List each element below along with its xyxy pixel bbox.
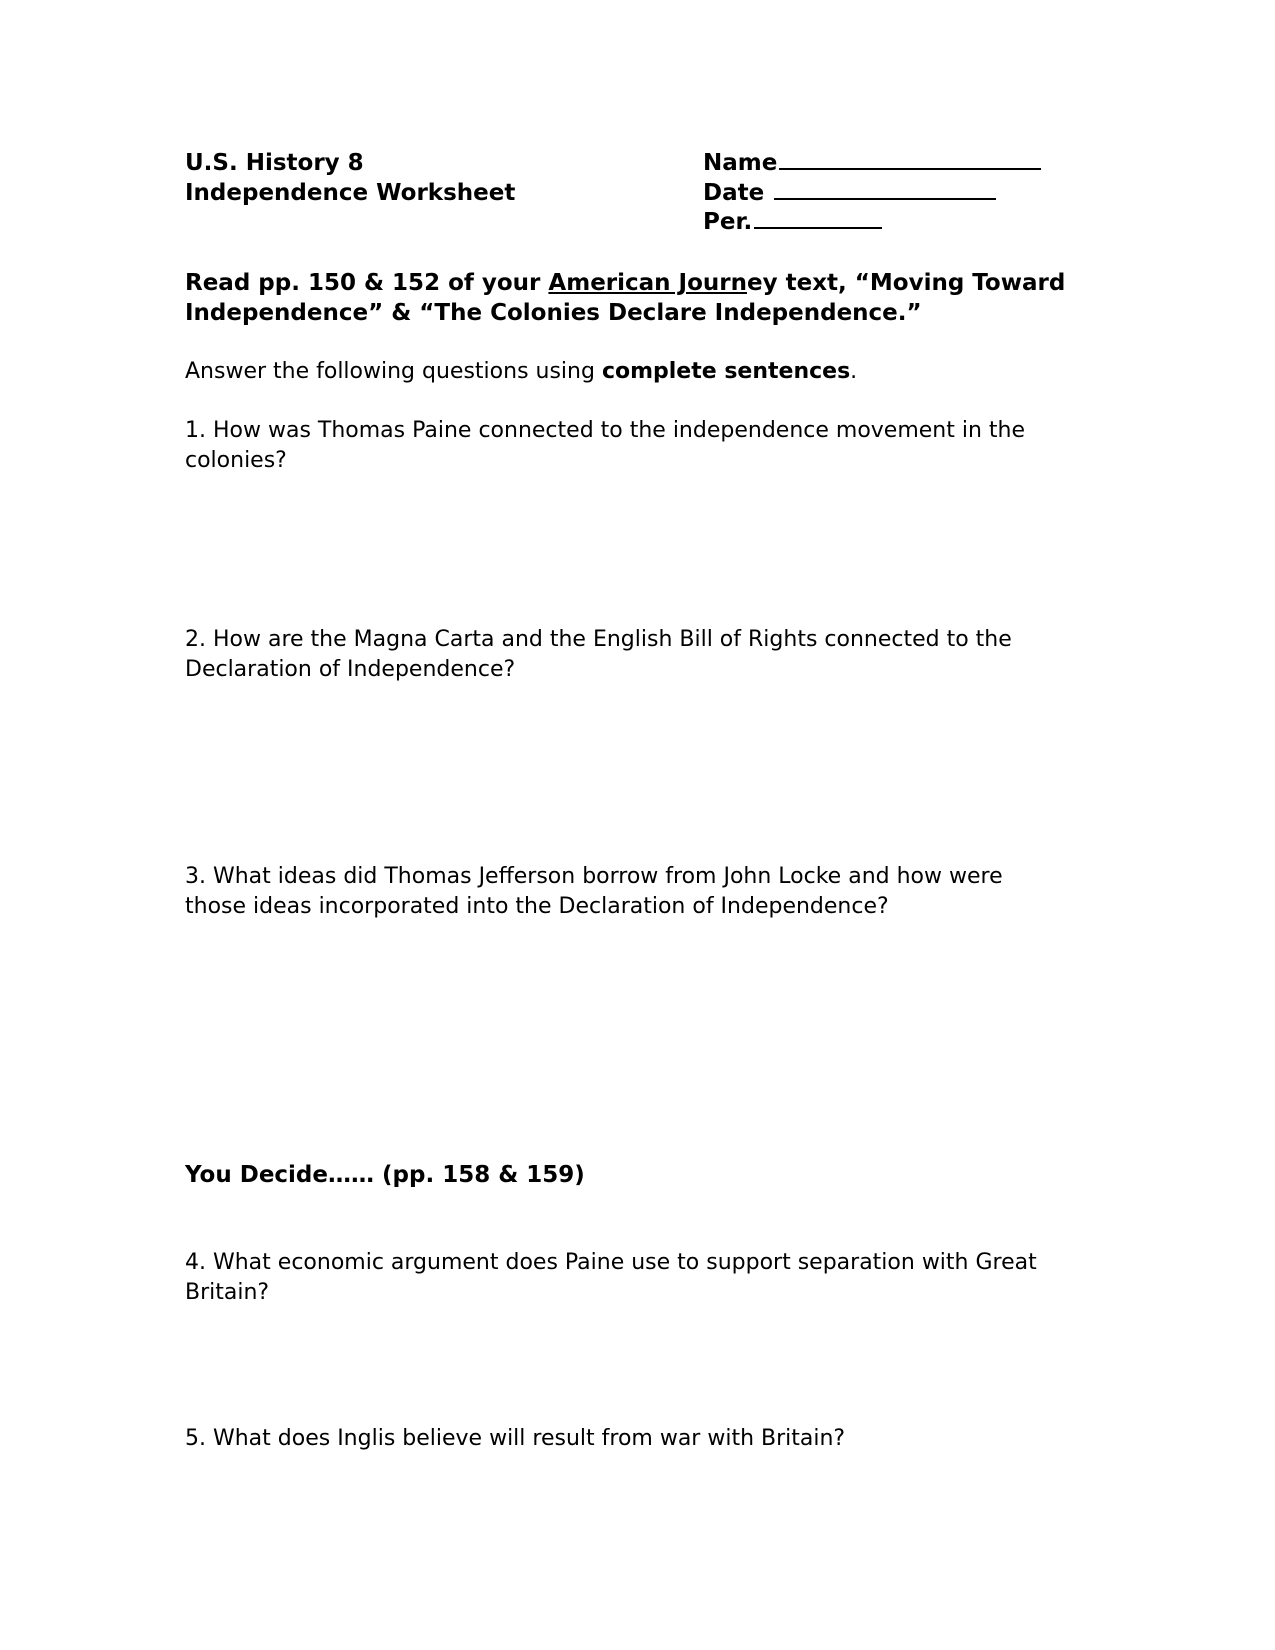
reading-assignment-line1 bbox=[185, 268, 1065, 298]
book-title-rest: ey bbox=[747, 270, 778, 296]
reading-prefix: Read pp. 150 & 152 of your bbox=[185, 270, 549, 296]
name-field[interactable] bbox=[703, 148, 1041, 178]
instructions bbox=[185, 357, 857, 387]
course-title: U.S. History 8 bbox=[185, 150, 364, 176]
book-title: American Journ bbox=[548, 270, 747, 296]
name-label: Name bbox=[703, 150, 778, 176]
instructions-suffix: . bbox=[850, 359, 858, 384]
question-5-line1: 5. What does Inglis believe will result from war with Britain? bbox=[185, 1426, 846, 1451]
question-2-line2: Declaration of Independence? bbox=[185, 657, 516, 682]
reading-suffix: text, “Moving Toward bbox=[777, 270, 1066, 296]
name-blank[interactable] bbox=[779, 148, 1041, 170]
reading-assignment-line2: Independence” & “The Colonies Declare Independence.” bbox=[185, 300, 922, 326]
period-blank[interactable] bbox=[754, 207, 882, 229]
date-label: Date bbox=[703, 180, 765, 206]
question-1-line2: colonies? bbox=[185, 448, 287, 473]
worksheet-title: Independence Worksheet bbox=[185, 180, 516, 206]
question-2-line1: 2. How are the Magna Carta and the English Bill of Rights connected to the bbox=[185, 627, 1012, 652]
period-label: Per. bbox=[703, 209, 753, 235]
period-field[interactable] bbox=[703, 207, 882, 237]
question-4-line2: Britain? bbox=[185, 1280, 270, 1305]
question-3-line2: those ideas incorporated into the Declaration of Independence? bbox=[185, 894, 889, 919]
instructions-emphasis: complete sentences bbox=[601, 359, 851, 384]
date-blank[interactable] bbox=[774, 178, 996, 200]
instructions-prefix: Answer the following questions using bbox=[185, 359, 602, 384]
question-4-line1: 4. What economic argument does Paine use to support separation with Great bbox=[185, 1250, 1037, 1275]
question-1-line1: 1. How was Thomas Paine connected to the independence movement in the bbox=[185, 418, 1026, 443]
you-decide-heading: You Decide…… (pp. 158 & 159) bbox=[185, 1162, 585, 1188]
question-3-line1: 3. What ideas did Thomas Jefferson borrow from John Locke and how were bbox=[185, 864, 1003, 889]
date-field[interactable] bbox=[703, 178, 996, 208]
